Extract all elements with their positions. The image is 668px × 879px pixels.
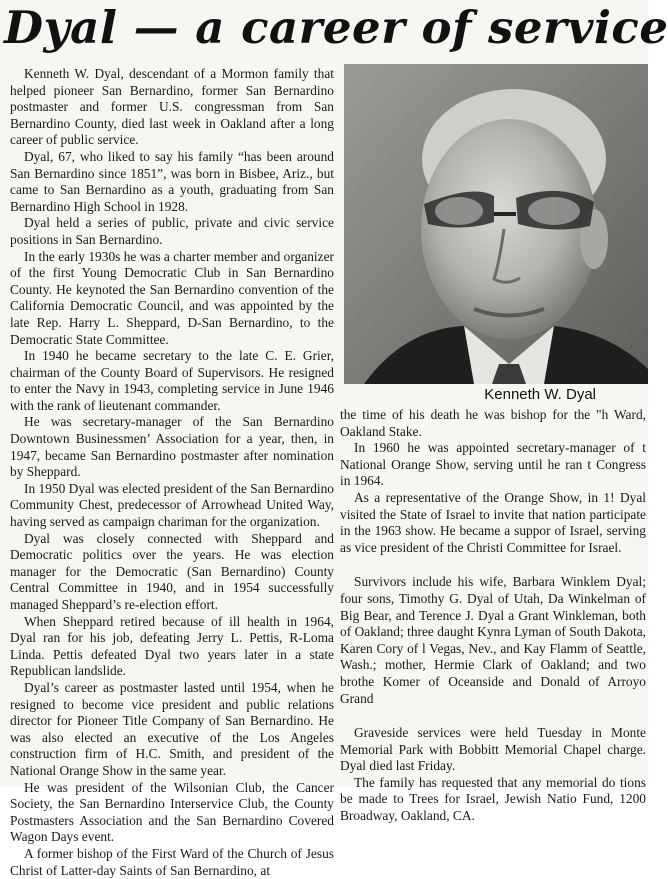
headline: Dyal — a career of service [4, 1, 668, 54]
paragraph: In the early 1930s he was a charter member and organizer of the first Young Democratic Club in San Bernardino County. He keynoted the San Bernardino convention of the California Democratic Council, and was appointed by the late Rep. Harry L. Sheppard, D-San Bernardino, to the Democratic State Committee. [10, 248, 334, 347]
portrait-illustration [344, 64, 648, 384]
paragraph: Survivors include his wife, Barbara Winklem Dyal; four sons, Timothy G. Dyal of Utah, Da Winkelman of Big Bear, and Terence J. Dyal a Grant Winkleman, both of Oakland; three daught Kynra Lyman of South Dakota, Karen Cory of l Vegas, Nev., and Kay Flamm of Seattle, Wash.; mother, Hermie Clark of Oakland; and two brothe Komer of Oceanside and Donald of Arroyo Grand [340, 574, 646, 706]
paragraph: The family has requested that any memorial do tions be made to Trees for Israel, Jewish Natio Fund, 1200 Broadway, Oakland, CA. [340, 774, 646, 824]
paragraph: He was president of the Wilsonian Club, the Cancer Society, the San Bernardino Interservice Club, the County Postmasters Association and the San Bernardino Covered Wagon Days event. [10, 779, 334, 845]
left-column [10, 66, 334, 878]
paragraph: A former bishop of the First Ward of the Church of Jesus Christ of Latter-day Saints of San Bernardino, at [10, 845, 334, 878]
paragraph: Dyal held a series of public, private and civic service positions in San Bernardino. [10, 215, 334, 247]
paragraph: Graveside services were held Tuesday in Monte Memorial Park with Bobbitt Memorial Chapel charge. Dyal died last Friday. [340, 725, 646, 774]
right-column [340, 407, 646, 824]
paragraph: As a representative of the Orange Show, in 1! Dyal visited the State of Israel to invite that nation participate in the 1963 show. He became a suppor of Israel, serving as vice president of the Christi Committee for Israel. [340, 489, 646, 555]
paragraph: Kenneth W. Dyal, descendant of a Mormon family that helped pioneer San Bernardino, former San Bernardino postmaster and former U.S. congressman from San Bernardino County, died last week in Oakland after a long career of public service. [10, 66, 334, 148]
paragraph: In 1960 he was appointed secretary-manager of t National Orange Show, serving until he ran t Congress in 1964. [340, 440, 646, 489]
paragraph: Dyal’s career as postmaster lasted until 1954, when he resigned to become vice president and public relations director for Pioneer Title Company of San Bernardino. He was also elected an executive of the Los Angeles construction firm of H.C. Smith, and president of the National Orange Show in the same year. [10, 679, 334, 778]
section-gap [340, 556, 646, 574]
paragraph: Dyal, 67, who liked to say his family “has been around San Bernardino since 1851”, was born in Bisbee, Ariz., but came to San Bernardino as a youth, graduating from San Bernardino High School in 1928. [10, 148, 334, 214]
paragraph: the time of his death he was bishop for the "h Ward, Oakland Stake. [340, 407, 646, 439]
paragraph: Dyal was closely connected with Sheppard and Democratic politics over the years. He was election manager for the Democratic (San Bernardino) County Central Committee in 1940, and in 1954 successfully managed Sheppard’s re-election effort. [10, 530, 334, 612]
paragraph: He was secretary-manager of the San Bernardino Downtown Businessmen’ Association for a year, then, in 1947, became San Bernardino postmaster after nomination by Sheppard. [10, 414, 334, 480]
photo-caption: Kenneth W. Dyal [484, 386, 596, 403]
paragraph: In 1940 he became secretary to the late C. E. Grier, chairman of the County Board of Supervisors. He resigned to enter the Navy in 1943, completing service in June 1946 with the rank of lieutenant commander. [10, 348, 334, 413]
paragraph: When Sheppard retired because of ill health in 1964, Dyal ran for his job, defeating Jerry L. Pettis, R-Loma Linda. Pettis defeated Dyal two years later in a state Republican landslide. [10, 613, 334, 679]
section-gap [340, 707, 646, 725]
paragraph: In 1950 Dyal was elected president of the San Bernardino Community Chest, predecessor of Arrowhead United Way, having served as campaign chariman for the organization. [10, 480, 334, 530]
portrait-photo [344, 64, 648, 384]
